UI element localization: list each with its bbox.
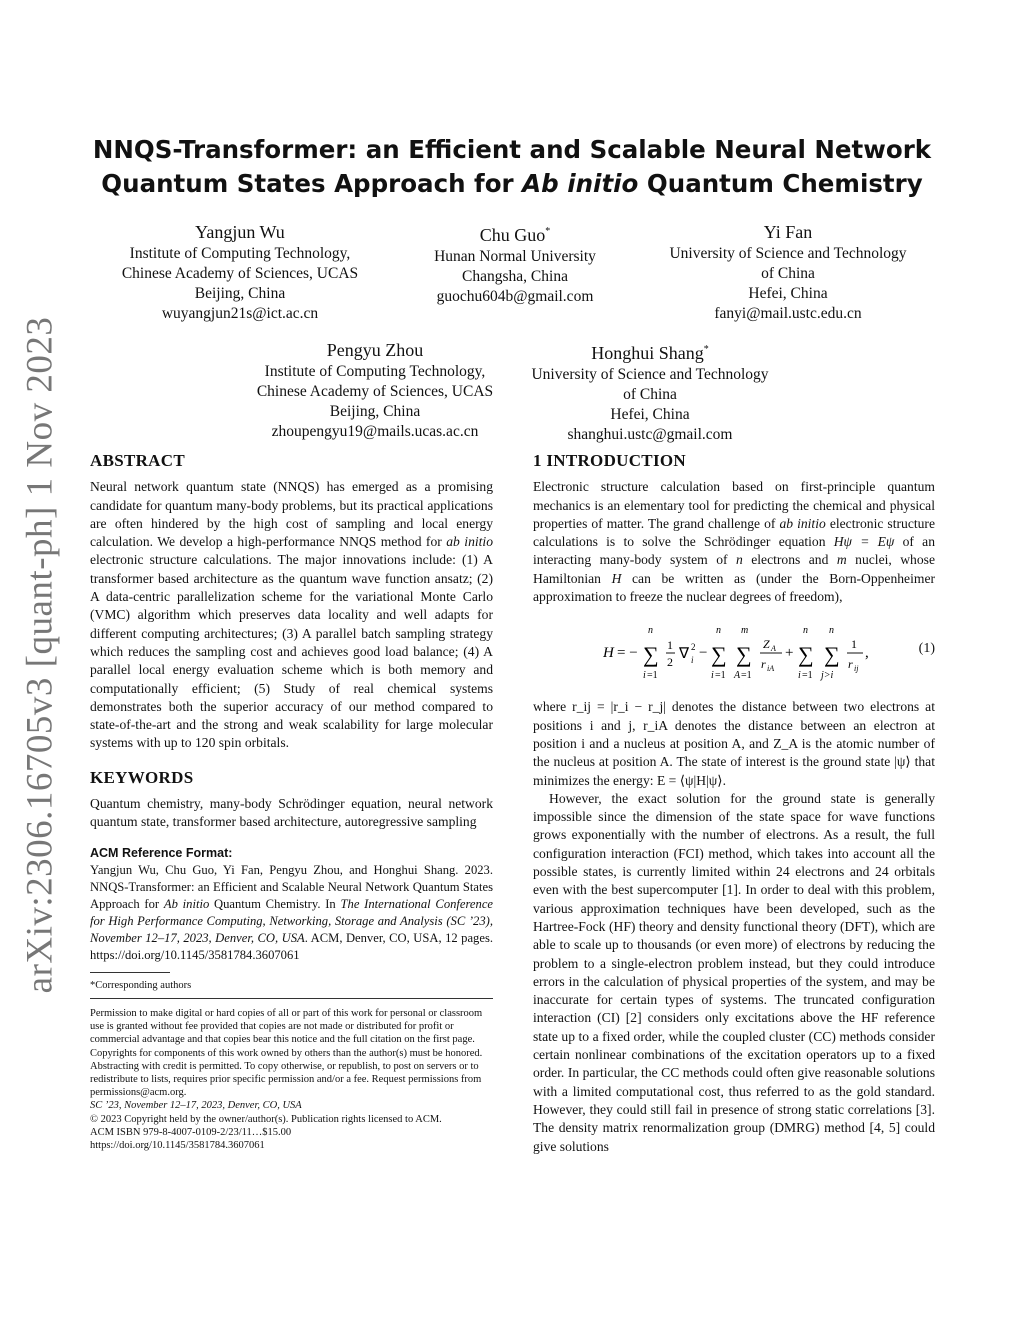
equation-number: (1)	[918, 641, 935, 657]
permission-divider	[90, 998, 493, 999]
intro-paragraph-1: Electronic structure calculation based on first-principle quantum mechanics is an elementary tool for predicting the chemical and physical properties of matter. The grand challenge of ab initio electronic structure calculations is to solve the Schrödinger equation Hψ = Eψ of an interacting many-body system of n electrons and m nuclei, whose Hamiltonian H can be written as (under the Born-Oppenheimer approximation to freeze the nuclear degrees of freedom),	[533, 479, 936, 605]
author-email: guochu604b@gmail.com	[436, 288, 594, 305]
svg-text:i: i	[643, 670, 646, 682]
hamiltonian-formula	[603, 616, 873, 688]
author-name: Honghui Shang	[591, 343, 704, 363]
author-block-shang	[510, 339, 790, 445]
svg-text:n: n	[803, 625, 808, 637]
author-affiliation: Institute of Computing Technology,	[264, 363, 486, 380]
author-block-fan	[648, 221, 928, 324]
author-location: Beijing, China	[329, 403, 421, 420]
author-name: Yangjun Wu	[195, 222, 285, 242]
author-affiliation: Chinese Academy of Sciences, UCAS	[121, 265, 359, 282]
author-affiliation: of China	[761, 265, 815, 282]
svg-text:=1: =1	[647, 670, 658, 682]
author-location: Hefei, China	[748, 285, 828, 302]
svg-text:j>i: j>i	[821, 670, 834, 682]
author-email: wuyangjun21s@ict.ac.cn	[161, 305, 319, 322]
svg-text:m: m	[741, 625, 749, 637]
svg-text:∇: ∇	[679, 646, 690, 663]
title-line-1: NNQS-Transformer: an Efficient and Scalable Neural Network	[92, 135, 932, 164]
conference-line: SC ’23, November 12–17, 2023, Denver, CO, USA	[90, 1100, 302, 1112]
svg-text:∑: ∑	[643, 642, 659, 668]
paper-title	[80, 133, 944, 201]
author-email: shanghui.ustc@gmail.com	[567, 426, 733, 443]
author-affiliation: Institute of Computing Technology,	[129, 245, 351, 262]
svg-text:∑: ∑	[711, 642, 727, 668]
svg-text:n: n	[716, 625, 721, 637]
intro-paragraph-3: However, the exact solution for the ground state is generally impossible since the dimension of the state space for wave functions grows exponentially with the number of electrons. As a result, the full configuration interaction (FCI) method, which takes into account all the possible states, is currently limited within 24 electrons and 24 orbitals even with the best supercomputer [1]. In order to deal with this problem, various approximation techniques have been developed, such as the Hartree-Fock (HF) theory and density functional theory (DFT), which are able to scale up to thousands (or even more) of electrons by reducing the problem to a single-electron problem instead, but they could introduce errors in the calculation of physical properties of the system, and may be inaccurate for certain types of systems. The truncated configuration interaction (CI) [2] considers only excitations above the HF reference state up to a fixed order, while the coupled cluster (CC) methods consider certain nonlinear combinations of the excitation operators up to a fixed order. In particular, the CC methods could often give reasonable solutions with a limited computational cost, thus referred to as the gold standard. However, they could still fail in presence of strong static correlations [3]. The density matrix renormalization group (DMRG) method [4, 5] could give solutions	[533, 790, 935, 1154]
author-affiliation: University of Science and Technology	[531, 366, 769, 383]
svg-text:∑: ∑	[798, 642, 814, 668]
svg-text:2: 2	[691, 642, 696, 653]
doi-line: https://doi.org/10.1145/3581784.3607061	[90, 1139, 265, 1151]
abstract-text: Neural network quantum state (NNQS) has emerged as a promising candidate for quantum many-body problems, but its practical applications are often hindered by the high cost of sampling and local energy calculation. We develop a high-performance NNQS method for ab initio electronic structure calculations. The major innovations include: (1) A transformer based architecture as the quantum wave function ansatz; (2) A data-centric parallelization scheme for the variational Monte Carlo (VMC) algorithm which preserves data locality and well adapts for different computing architectures; (3) A parallel batch sampling strategy which reduces the sampling cost and achieves good load balance; (4) A parallel local energy evaluation scheme which is both memory and computationally efficient; (5) Study of real chemical systems demonstrates both the superior accuracy of our method compared to state-of-the-art and the strong and weak scalability for large molecular systems with up to 120 spin orbitals.	[90, 479, 493, 751]
svg-text:=1: =1	[715, 670, 726, 682]
acm-reference-heading: ACM Reference Format:	[90, 845, 233, 860]
author-email: fanyi@mail.ustc.edu.cn	[714, 305, 862, 322]
svg-text:Z: Z	[763, 637, 770, 652]
keywords-text: Quantum chemistry, many-body Schrödinger equation, neural network quantum state, transformer based architecture, autoregressive sampling	[90, 796, 493, 830]
author-location: Beijing, China	[194, 285, 286, 302]
svg-text:=1: =1	[741, 670, 752, 682]
svg-text:i: i	[691, 655, 694, 666]
svg-text:r: r	[848, 657, 853, 672]
introduction-heading: 1 INTRODUCTION	[533, 451, 686, 470]
acm-reference-text: Yangjun Wu, Chu Guo, Yi Fan, Pengyu Zhou, and Honghui Shang. 2023. NNQS-Transformer: an Efficient and Scalable Neural Network Quantum States Approach for Ab initio Quantum Chemistry. In The International Conference for High Performance Computing, Networking, Storage and Analysis (SC ’23), November 12–17, 2023, Denver, CO, USA. ACM, Denver, CO, USA, 12 pages. https://doi.org/10.1145/3581784.3607061	[90, 862, 493, 962]
arxiv-identifier: arXiv:2306.16705v3 [quant-ph] 1 Nov 2023	[19, 316, 61, 994]
svg-text:−: −	[699, 645, 708, 662]
corresponding-footnote: *Corresponding authors	[90, 979, 192, 991]
svg-text:H: H	[603, 645, 614, 662]
keywords-heading: KEYWORDS	[90, 767, 194, 787]
svg-text:+: +	[785, 645, 794, 662]
abstract-heading: ABSTRACT	[90, 451, 185, 470]
svg-text:n: n	[829, 625, 834, 637]
svg-text:A: A	[771, 644, 776, 654]
svg-text:i: i	[711, 670, 714, 682]
corresponding-mark: *	[545, 226, 551, 237]
author-location: Changsha, China	[462, 268, 568, 285]
author-name: Pengyu Zhou	[326, 340, 424, 360]
svg-text:1: 1	[851, 637, 857, 652]
author-affiliation: University of Science and Technology	[669, 245, 907, 262]
title-line-2: Quantum States Approach for Ab initio Quantum Chemistry	[101, 169, 923, 198]
svg-text:∑: ∑	[824, 642, 840, 668]
author-location: Hefei, China	[610, 406, 690, 423]
author-affiliation: Hunan Normal University	[434, 248, 596, 265]
svg-text:n: n	[648, 625, 653, 637]
isbn-line: ACM ISBN 979-8-4007-0109-2/23/11…$15.00	[90, 1126, 292, 1138]
author-name: Chu Guo	[479, 225, 546, 245]
permission-notice: Permission to make digital or hard copies of all or part of this work for personal or classroom use is granted without fee provided that copies are not made or distributed for profit or commercial advantage and that copies bear this notice and the full citation on the first page. Copyrights for components of this work owned by others than the author(s) must be honored. Abstracting with credit is permitted. To copy otherwise, or republish, to post on servers or to redistribute to lists, requires prior specific permission and/or a fee. Request permissions from permissions@acm.org.	[90, 1007, 483, 1099]
svg-text:ij: ij	[854, 664, 859, 674]
copyright-line: © 2023 Copyright held by the owner/author(s). Publication rights licensed to ACM.	[90, 1113, 442, 1125]
author-affiliation: Chinese Academy of Sciences, UCAS	[256, 383, 494, 400]
svg-text:r: r	[761, 657, 766, 672]
author-affiliation: of China	[623, 386, 677, 403]
corresponding-mark: *	[703, 344, 709, 355]
footnote-divider	[90, 972, 170, 973]
svg-text:i: i	[798, 670, 801, 682]
svg-text:iA: iA	[767, 664, 775, 674]
svg-text:=1: =1	[802, 670, 813, 682]
author-name: Yi Fan	[763, 222, 813, 242]
author-block-zhou	[240, 339, 510, 442]
svg-text:,: ,	[865, 645, 869, 662]
intro-paragraph-2: where r_ij = |r_i − r_j| denotes the distance between two electrons at positions i and j, r_iA denotes the distance between an electron at position i and a nucleus at position A, and Z_A is the atomic number of the nucleus at position A. The state of interest is the ground state |ψ⟩ that minimizes the energy: E = ⟨ψ|H|ψ⟩.	[533, 699, 935, 788]
svg-text:1: 1	[667, 638, 673, 653]
author-block-wu	[95, 221, 385, 324]
arxiv-sidebar	[0, 316, 70, 994]
svg-text:∑: ∑	[736, 642, 752, 668]
author-email: zhoupengyu19@mails.ucas.ac.cn	[271, 423, 479, 440]
right-column	[533, 452, 935, 1156]
author-block-guo	[390, 221, 640, 307]
svg-text:A: A	[734, 670, 741, 682]
left-column	[90, 452, 493, 1152]
svg-text:2: 2	[667, 655, 673, 670]
svg-text:= −: = −	[617, 645, 638, 662]
hamiltonian-equation	[533, 616, 935, 688]
